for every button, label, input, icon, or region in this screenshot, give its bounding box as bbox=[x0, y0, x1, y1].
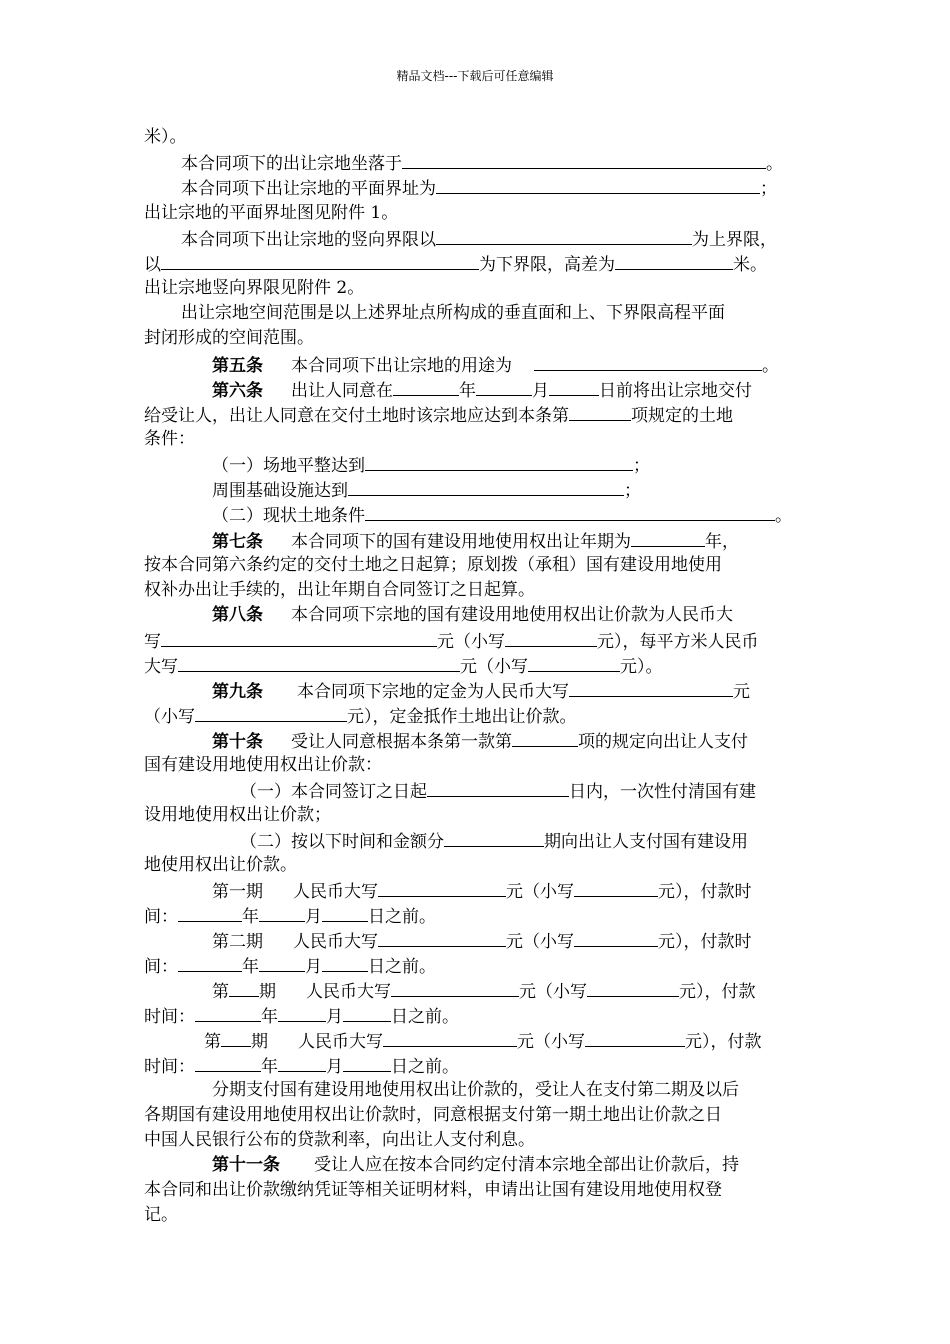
article-7: 第七条 本合同项下的国有建设用地使用权出让年期为 年， bbox=[212, 528, 739, 552]
text-line: 出让宗地的平面界址图见附件 1。 bbox=[144, 203, 399, 223]
text-line: 时间： 年 月 日之前。 bbox=[144, 1003, 459, 1027]
page-header: 精品文档---下载后可任意编辑 bbox=[396, 69, 554, 83]
installment-4: 第 期 人民币大写 元（小写 元），付款 bbox=[204, 1028, 762, 1052]
text-line: 国有建设用地使用权出让价款： bbox=[144, 755, 382, 775]
text-line: （小写 元），定金抵作土地出让价款。 bbox=[144, 703, 577, 727]
text-line: 地使用权出让价款。 bbox=[144, 855, 297, 875]
article-11: 第十一条 受让人应在按本合同约定付清本宗地全部出让价款后，持 bbox=[212, 1155, 739, 1175]
text-line: 大写 元（小写 元）。 bbox=[144, 653, 663, 677]
text-line: 本合同项下出让宗地的竖向界限以 为上界限， bbox=[181, 226, 777, 250]
text-line: 周围基础设施达到 ； bbox=[212, 477, 641, 501]
text-line: 各期国有建设用地使用权出让价款时，同意根据支付第一期土地出让价款之日 bbox=[144, 1105, 722, 1125]
text-line: 中国人民银行公布的贷款利率，向出让人支付利息。 bbox=[144, 1130, 535, 1150]
text-line: 封闭形成的空间范围。 bbox=[144, 328, 314, 348]
article-10: 第十条 受让人同意根据本条第一款第 项的规定向出让人支付 bbox=[212, 728, 748, 752]
text-line: 设用地使用权出让价款； bbox=[144, 805, 331, 825]
article-5: 第五条 本合同项下出让宗地的用途为 。 bbox=[212, 352, 779, 376]
article-6: 第六条 出让人同意在 年 月 日前将出让宗地交付 bbox=[212, 377, 752, 401]
text-line: 按本合同第六条约定的交付土地之日起算；原划拨（承租）国有建设用地使用 bbox=[144, 555, 722, 575]
text-line: 本合同和出让价款缴纳凭证等相关证明材料，申请出让国有建设用地使用权登 bbox=[144, 1180, 722, 1200]
text-line: 间： 年 月 日之前。 bbox=[144, 953, 436, 977]
text-line: 本合同项下出让宗地的平面界址为 ； bbox=[181, 175, 777, 199]
text-line: 记。 bbox=[144, 1205, 178, 1225]
text-line: （二）现状土地条件 。 bbox=[212, 502, 792, 526]
text-line: 条件： bbox=[144, 429, 195, 449]
text-line: 间： 年 月 日之前。 bbox=[144, 903, 436, 927]
text-line: 以 为下界限，高差为 米。 bbox=[144, 251, 767, 275]
text-line: 出让宗地空间范围是以上述界址点所构成的垂直面和上、下界限高程平面 bbox=[181, 303, 725, 323]
text-line: 米）。 bbox=[144, 127, 187, 147]
text-line: （一）场地平整达到 ； bbox=[212, 452, 650, 476]
text-line: 分期支付国有建设用地使用权出让价款的，受让人在支付第二期及以后 bbox=[212, 1080, 739, 1100]
text-line: 权补办出让手续的，出让年期自合同签订之日起算。 bbox=[144, 580, 535, 600]
installment-2: 第二期 人民币大写 元（小写 元），付款时 bbox=[212, 928, 752, 952]
text-line: 写 元（小写 元），每平方米人民币 bbox=[144, 628, 759, 652]
text-line: （二）按以下时间和金额分 期向出让人支付国有建设用 bbox=[240, 828, 748, 852]
installment-1: 第一期 人民币大写 元（小写 元），付款时 bbox=[212, 878, 752, 902]
text-line: 本合同项下的出让宗地坐落于 。 bbox=[181, 150, 783, 174]
text-line: 给受让人，出让人同意在交付土地时该宗地应达到本条第 项规定的土地 bbox=[144, 402, 733, 426]
installment-3: 第 期 人民币大写 元（小写 元），付款 bbox=[212, 978, 756, 1002]
text-line: 时间： 年 月 日之前。 bbox=[144, 1053, 459, 1077]
article-8: 第八条 本合同项下宗地的国有建设用地使用权出让价款为人民币大 bbox=[212, 605, 733, 625]
article-9: 第九条 本合同项下宗地的定金为人民币大写 元 bbox=[212, 678, 750, 702]
text-line: （一）本合同签订之日起 日内，一次性付清国有建 bbox=[240, 778, 756, 802]
text-line: 出让宗地竖向界限见附件 2。 bbox=[144, 278, 365, 298]
